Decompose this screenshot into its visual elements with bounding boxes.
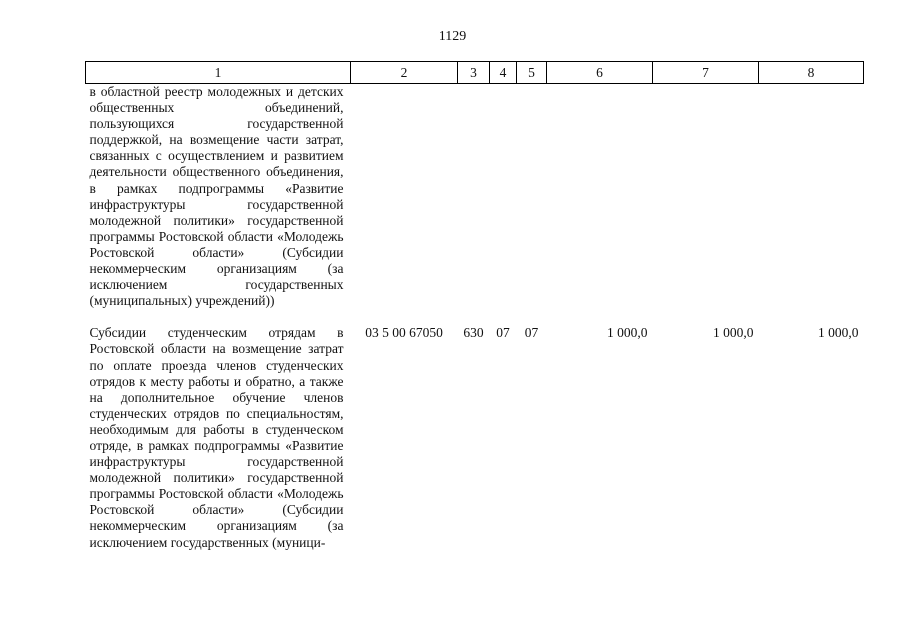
- column-header: 7: [653, 62, 759, 84]
- row-sum-1: 1 000,0: [607, 325, 648, 341]
- column-header: 2: [351, 62, 458, 84]
- row-sum-3: 1 000,0: [818, 325, 859, 341]
- row-pr: [517, 84, 547, 310]
- column-header: 1: [86, 62, 351, 84]
- row-csr: [351, 84, 458, 310]
- row-sum-3: [759, 84, 864, 310]
- column-header: 4: [490, 62, 517, 84]
- budget-table: [85, 61, 864, 551]
- column-header: 3: [458, 62, 490, 84]
- row-sum-2: [653, 84, 759, 310]
- table-row: [86, 309, 864, 550]
- row-vr: 630: [463, 325, 484, 341]
- column-header: 5: [517, 62, 547, 84]
- row-description: в областной реестр молодежных и детских общественных объединений, пользующихся государственной поддержкой, на возмещение части затрат, связанных с осуществлением и развитием деятельности общественного объединения, в рамках подпрограммы «Развитие инфраструктуры государственной молодежной политики» государственной программы Ростовской области «Молодежь Ростовской области» (Субсидии некоммерческим организациям (за исключением государственных (муниципальных) учреждений)): [89, 84, 344, 309]
- page-number: 1129: [438, 29, 467, 44]
- row-sum-2: 1 000,0: [713, 325, 754, 341]
- row-vr: [458, 84, 490, 310]
- row-pr: 07: [524, 325, 539, 341]
- row-sum-1: [547, 84, 653, 310]
- column-header: 6: [547, 62, 653, 84]
- column-header: 8: [759, 62, 864, 84]
- row-rz: [490, 84, 517, 310]
- table-header-row: [86, 62, 864, 84]
- row-csr: 03 5 00 67050: [365, 325, 443, 341]
- row-rz: 07: [496, 325, 510, 341]
- row-description: Субсидии студенческим отрядам в Ростовской области на возмещение затрат по оплате проезда членов студенческих отрядов к месту работы и обратно, а также на дополнительное обучение членов студенческих отрядов по специальностям, необходимым для работы в студенческом отряде, в рамках подпрограммы «Развитие инфраструктуры государственной молодежной политики» государственной программы Ростовской области «Молодежь Ростовской области» (Субсидии некоммерческим организациям (за исключением государственных (муници-: [89, 325, 344, 550]
- table-row: [86, 84, 864, 310]
